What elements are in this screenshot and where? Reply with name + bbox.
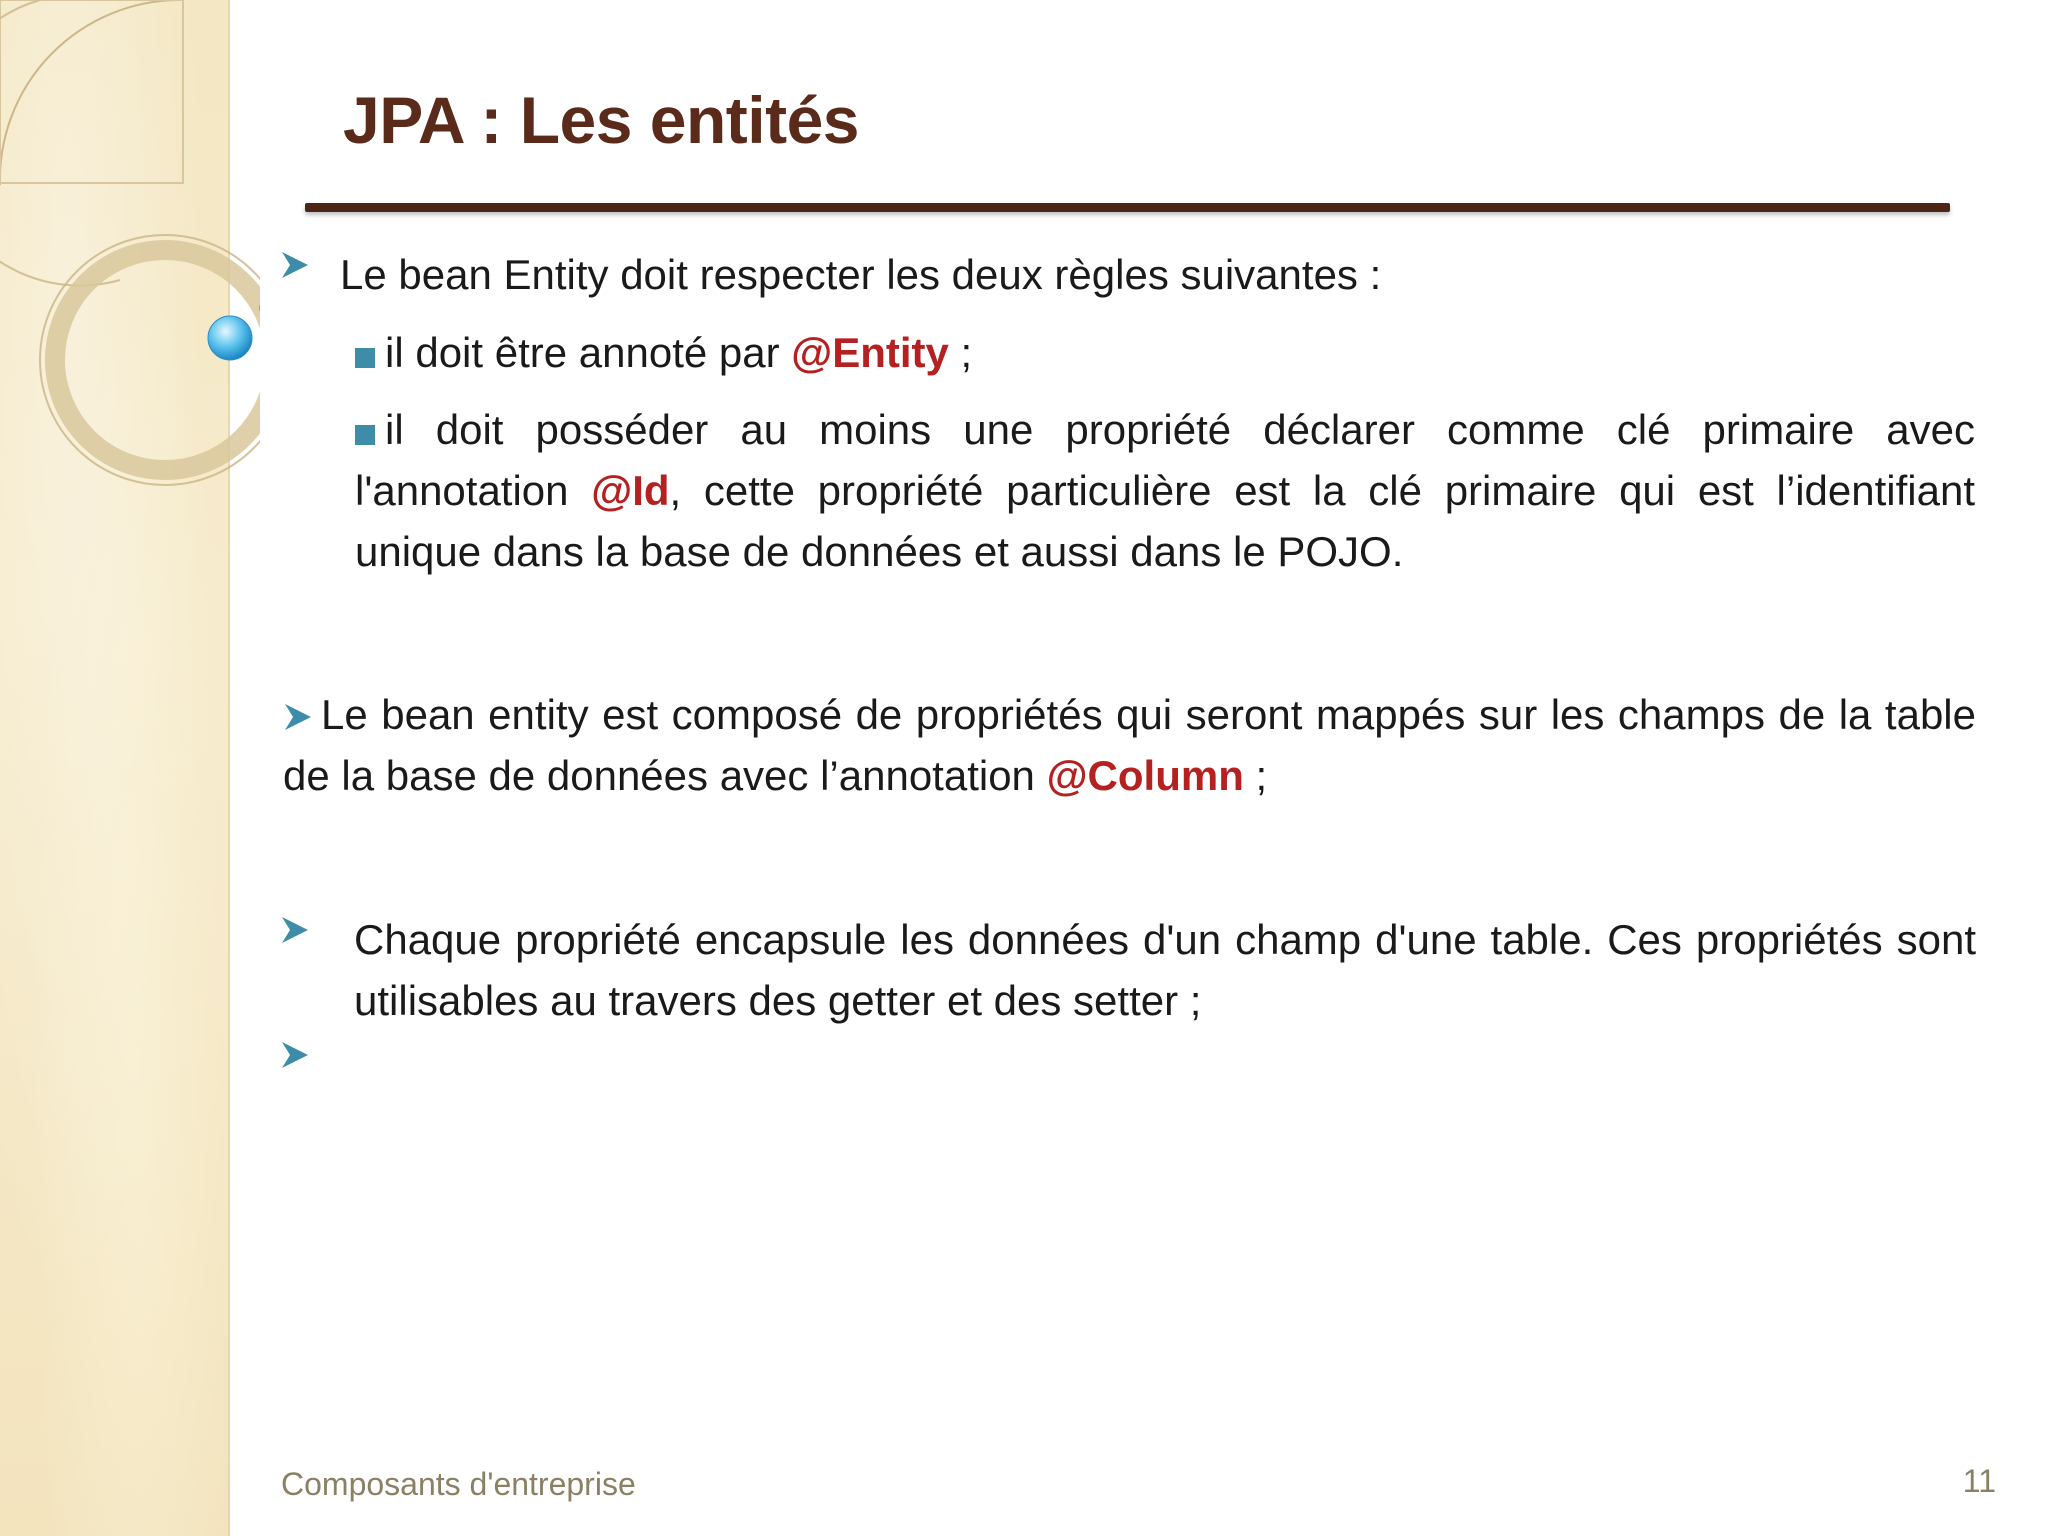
arrow-bullet-icon [280,1040,310,1070]
keyword-id: @Id [591,467,670,514]
page-number: 11 [1962,1463,1996,1499]
slide-title: JPA : Les entités [343,83,859,157]
title-underline [305,203,1950,212]
bullet-3-text: Chaque propriété encapsule les données d'un champ d'une table. Ces propriétés sont utilisables au travers des getter et des setter ; [354,916,1976,1024]
arrow-bullet-icon [280,915,310,945]
sub-bullet-1 [355,322,1975,383]
arrow-bullet-icon [283,702,313,732]
bullet-2 [283,684,1976,806]
square-bullet-icon [355,348,375,368]
bullet-2-post: ; [1243,752,1268,799]
bullet-1-text: Le bean Entity doit respecter les deux règles suivantes : [340,251,1382,298]
arrow-bullet-icon [280,250,310,280]
decorative-sidebar [0,0,230,1536]
keyword-entity: @Entity [791,329,949,376]
slide-footer: Composants d'entreprise [281,1466,636,1502]
bullet-2-pre: Le bean entity est composé de propriétés qui seront mappés sur les champs de la table de la base de données avec l’annotation [283,691,1976,799]
square-bullet-icon [355,425,375,445]
sub-bullet-2-post: , cette propriété particulière est la clé primaire qui est l’identifiant unique dans la base de données et aussi dans le POJO. [355,467,1975,575]
sub-bullet-1-pre: il doit être annoté par [385,329,792,376]
keyword-column: @Column [1046,752,1244,799]
sub-bullet-2-pre: il doit posséder au moins une propriété déclarer comme clé primaire avec l'annotation [355,406,1975,514]
sub-bullet-1-post: ; [948,329,973,376]
decorative-rings [0,0,260,560]
sub-bullet-2 [355,399,1975,582]
